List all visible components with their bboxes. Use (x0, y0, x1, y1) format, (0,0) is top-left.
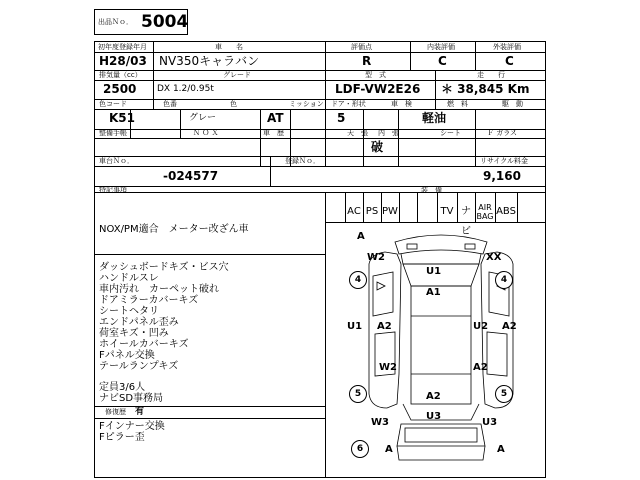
damage-a2-left: A2 (377, 321, 392, 332)
remarks-bottom-2: ナビSD事務局 (99, 393, 164, 404)
damage-xx: XX (486, 252, 502, 263)
damage-a2-right: A2 (502, 321, 517, 332)
interior-value: C (438, 54, 447, 68)
damage-a2-mid: A2 (473, 362, 488, 373)
interior2-label: 内 張 (378, 129, 399, 137)
doors-value: 5 (337, 111, 346, 125)
damage-u3: U3 (426, 411, 442, 422)
score-value: R (362, 54, 372, 68)
interior-label: 内装評価 (427, 43, 455, 51)
drive-label: 駆 動 (502, 100, 523, 108)
repair-history-label: 修復歴 (105, 408, 126, 416)
score-label: 評価点 (351, 43, 372, 51)
displacement-label: 排気量（cc） (99, 71, 142, 79)
equipment-abs: ABS (496, 206, 516, 217)
tire-rear-right: 5 (495, 385, 513, 403)
damage-front-left: A (357, 231, 365, 242)
interior2-value: 破 (371, 140, 384, 154)
remarks-bottom-1: 定員3/6人 (99, 382, 146, 393)
equipment-ac: AC (347, 206, 361, 217)
remark-item: ダッシュボードキズ・ビス穴 (99, 262, 229, 273)
transmission-value: AT (267, 111, 284, 125)
remark-item: テールランプキズ (99, 361, 179, 372)
displacement-value: 2500 (103, 82, 137, 96)
history-label: 車 歴 (263, 129, 284, 137)
remark-item: ハンドルスレ (99, 273, 159, 284)
equipment-pw: PW (382, 206, 398, 217)
remark-item: エンドパネル歪み (99, 317, 179, 328)
remarks-top: NOX/PM適合 メーター改ざん車 (99, 224, 249, 235)
doors-label: ドア・形状 (331, 100, 366, 108)
color-code-label: 色コード (99, 100, 127, 108)
damage-u3-right: U3 (482, 417, 498, 428)
damage-a1: A1 (426, 287, 441, 298)
equipment-airbag: AIR BAG (476, 203, 494, 221)
equipment-tv: TV (440, 206, 454, 217)
grade-value: DX 1.2/0.95t (157, 84, 214, 94)
equipment-navi: ナビ (461, 206, 471, 237)
remark-item: Fパネル交換 (99, 350, 155, 361)
model-value: LDF-VW2E26 (335, 82, 421, 96)
tire-rear-left: 5 (349, 385, 367, 403)
maintenance-label: 整備手帳 (99, 129, 127, 137)
damage-w2-mid: W2 (379, 362, 397, 373)
exterior-label: 外装評価 (493, 43, 521, 51)
damage-u1-top: U1 (426, 266, 442, 277)
mileage-label: 走 行 (477, 71, 505, 79)
first-reg-label: 初年度登録年月 (98, 43, 147, 51)
color-no-label: 色番 (163, 100, 177, 108)
remark-item: ドアミラーカバーキズ (99, 295, 199, 306)
damage-u1-left: U1 (347, 321, 363, 332)
chassis-no-label: 車台Ｎｏ． (99, 157, 134, 165)
grade-label: グレード (223, 71, 251, 79)
damage-w2-front: W2 (367, 252, 385, 263)
vehicle-type-label: 車 検 (391, 100, 412, 108)
color-value: グレー (189, 113, 217, 123)
f-glass-label: Ｆ ガラス (487, 129, 518, 137)
lot-number-box (94, 9, 188, 35)
mileage-value: ＊ 38,845 Km (441, 82, 530, 96)
damage-w3: W3 (371, 417, 389, 428)
remark-item: 荷室キズ・凹み (99, 328, 169, 339)
seat-label: シート (440, 129, 461, 137)
tire-front-right: 4 (495, 271, 513, 289)
inspection-sheet (94, 41, 546, 478)
fuel-label: 燃 料 (447, 100, 468, 108)
fuel-value: 軽油 (422, 111, 447, 125)
recycle-fee-label: リサイクル料金 (480, 157, 529, 165)
car-name-value: NV350キャラバン (159, 54, 260, 68)
recycle-fee-value: 9,160 (483, 169, 521, 183)
model-label: 型 式 (365, 71, 386, 79)
lot-number-label: 出品Ｎｏ． (98, 18, 133, 26)
damage-u2: U2 (473, 321, 489, 332)
remark-item: ホイールカバーキズ (99, 339, 189, 350)
damage-a-bottom-left: A (385, 444, 393, 455)
remarks-label: 特記事項 (99, 186, 127, 194)
repair-item-2: Fピラー歪 (99, 432, 145, 443)
damage-a-bottom-right: A (497, 444, 505, 455)
chassis-no-value: -024577 (163, 169, 219, 183)
repair-item-1: Fインナー交換 (99, 421, 165, 432)
repair-history-value: 有 (135, 407, 145, 417)
lot-number: 5004 (141, 12, 189, 32)
equipment-ps: PS (365, 206, 379, 217)
spare-tire: 6 (351, 440, 369, 458)
remark-item: 車内汚れ カーペット破れ (99, 284, 219, 295)
car-name-label: 車 名 (215, 43, 243, 51)
transmission-label: ミッション (289, 100, 324, 108)
first-reg-value: H28/03 (99, 54, 147, 68)
tire-front-left: 4 (349, 271, 367, 289)
nox-label: Ｎ Ｏ Ｘ (193, 129, 219, 137)
remark-item: シートヘタリ (99, 306, 159, 317)
reg-no-label: 登録Ｎｏ． (285, 157, 320, 165)
equipment-label: 装 備 (421, 186, 442, 194)
color-label: 色 (230, 100, 237, 108)
ceiling-label: 天 張 (347, 129, 368, 137)
color-code-value: K51 (109, 111, 135, 125)
exterior-value: C (505, 54, 514, 68)
damage-a2-rear: A2 (426, 391, 441, 402)
